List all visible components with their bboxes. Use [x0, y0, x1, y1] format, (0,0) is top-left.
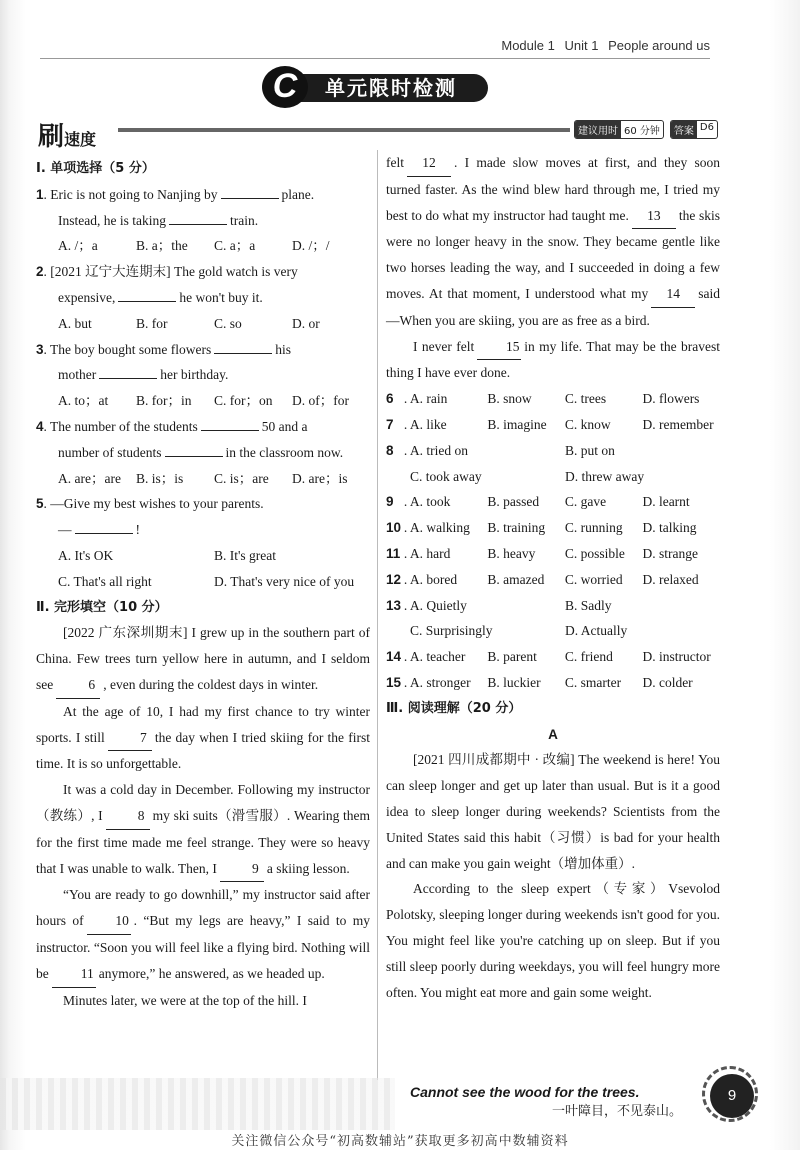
q2-number: 2	[36, 264, 44, 280]
q4-text: in the classroom now.	[225, 444, 344, 460]
cloze-option-row	[386, 438, 720, 464]
cloze-option: C. took away	[410, 468, 482, 484]
right-column	[386, 150, 720, 1005]
option: D. or	[292, 315, 320, 331]
cloze-option: A. stronger	[409, 674, 471, 690]
time-tag	[574, 120, 664, 139]
q1-text: train.	[229, 212, 259, 228]
cloze-text: “You are ready to go downhill,” my instructor said after hours of	[36, 887, 370, 929]
cloze-text: It was a cold day in December. Following my instructor（教练）, I	[36, 782, 370, 823]
cloze-option: A. took	[409, 494, 451, 510]
reading-paragraph-1: [2021 四川成都期中 · 改编] The weekend is here! You can sleep longer and get up later than usual. But is it a good idea to sleep longer during weekends? Scientists from the United States said this habit（习惯）is bad for your health and can make you gain weight（增加体重）.	[386, 752, 720, 871]
q3-text: her birthday.	[160, 367, 229, 383]
cloze-option: C. smarter	[564, 674, 622, 690]
q1-blank-2	[169, 224, 227, 225]
cloze-option: C. Surprisingly	[410, 623, 493, 639]
q2-blank	[118, 301, 176, 302]
separator: .	[403, 571, 408, 587]
left-column	[36, 156, 370, 1013]
header-module: Module 1	[501, 38, 555, 53]
cloze-paragraph-6	[386, 334, 720, 387]
option: B. for；in	[136, 393, 192, 409]
cloze-option-number: 7	[386, 416, 394, 432]
cloze-option: D. colder	[642, 674, 693, 690]
option: C. is；are	[214, 470, 269, 486]
q4-blank-2	[165, 456, 223, 457]
cloze-option-row	[386, 515, 720, 541]
cloze-option-row	[386, 567, 720, 593]
question-1	[36, 182, 370, 259]
cloze-option-row	[386, 464, 720, 490]
question-4	[36, 414, 370, 491]
option: C. a；a	[214, 238, 256, 254]
cloze-option: C. possible	[564, 545, 625, 561]
cloze-option-number: 9	[386, 494, 394, 510]
cloze-text: , even during the coldest days in winter.	[103, 676, 319, 692]
q2-text: . [2021 辽宁大连期末] The gold watch is very	[43, 264, 298, 280]
cloze-text: anymore,” he answered, as we headed up.	[98, 965, 325, 981]
cloze-option: A. tried on	[409, 442, 468, 458]
cloze-option: D. strange	[642, 545, 698, 561]
footer-proverb	[410, 1084, 690, 1119]
cloze-option: A. like	[409, 416, 447, 432]
cloze-blank-14: 14	[651, 281, 695, 308]
q1-text: Instead, he is taking	[58, 212, 166, 228]
question-3	[36, 337, 370, 414]
cloze-option: B. imagine	[487, 416, 547, 432]
header-unit: Unit 1	[564, 38, 599, 53]
brush-rule	[118, 128, 570, 132]
cloze-option-number: 11	[386, 545, 401, 561]
separator: .	[403, 597, 408, 613]
cloze-paragraph-1	[36, 620, 370, 698]
unit-title-text: 单元限时检测	[294, 74, 488, 102]
q5-number: 5	[36, 496, 44, 512]
cloze-option-row	[386, 593, 720, 619]
q2-text: he won't buy it.	[179, 289, 263, 305]
cloze-paragraph-3	[36, 777, 370, 882]
cloze-text: At the age of 10, I had my first chance to try winter sports. I still	[36, 703, 370, 745]
separator: .	[403, 391, 408, 407]
header-rule	[40, 58, 710, 59]
option: C. so	[214, 315, 242, 331]
cloze-text: in my life. That may be the bravest thing I have ever done.	[386, 338, 720, 381]
q5-blank	[75, 533, 133, 534]
option: D. /；/	[292, 238, 330, 254]
cloze-paragraph-5-start	[36, 988, 370, 1014]
cloze-option: D. threw away	[565, 468, 645, 484]
cloze-option: B. heavy	[487, 545, 536, 561]
cloze-option-row	[386, 644, 720, 670]
page-number: 9	[710, 1074, 754, 1118]
cloze-text: . I made slow moves at first, and they soon turned faster. As the wind blew hard through me, I tried my best to do what my instructor had taught me.	[386, 155, 720, 223]
cloze-option: B. passed	[487, 494, 540, 510]
cloze-option: B. put on	[564, 442, 615, 458]
cloze-blank-10: 10	[87, 908, 131, 935]
cloze-option-number: 8	[386, 442, 394, 458]
cloze-text: my ski suits（滑雪服）. Wearing them for the first time made me feel strange. They were so heavy that I was unable to walk. Then, I	[36, 807, 370, 876]
cloze-option: B. snow	[487, 391, 532, 407]
cloze-option: A. hard	[409, 545, 451, 561]
cloze-option: C. running	[564, 520, 623, 536]
cloze-option-number: 10	[386, 520, 402, 536]
proverb-chinese: 一叶障目，不见泰山。	[551, 1104, 682, 1119]
cloze-blank-7: 7	[108, 725, 152, 752]
cloze-blank-11: 11	[52, 961, 96, 988]
cloze-option: C. worried	[564, 571, 623, 587]
q2-text: expensive,	[58, 289, 116, 305]
option: A. to；at	[58, 393, 109, 409]
speed-label: 速度	[64, 130, 97, 149]
q4-text: . The number of the students	[43, 418, 198, 434]
q1-options	[36, 233, 370, 259]
unit-test-title	[262, 67, 490, 105]
option: D. That's very nice of you	[214, 573, 355, 589]
cloze-blank-6: 6	[56, 672, 100, 699]
option: B. It's great	[214, 547, 277, 563]
cloze-text: a skiing lesson.	[266, 860, 350, 876]
cloze-text: the skis were no longer heavy in the snow. They became gentle like two horses leading the way, and I succeeded in doing a few moves. At that moment, I understood what my	[386, 207, 720, 301]
option: D. of；for	[292, 393, 349, 409]
watermark-text: 关注微信公众号“初高数辅站”获取更多初高中数辅资料	[231, 1134, 569, 1149]
separator: .	[403, 494, 408, 510]
cloze-paragraph-4	[36, 882, 370, 987]
cloze-option: A. Quietly	[409, 597, 467, 613]
separator: .	[403, 416, 408, 432]
time-label: 建议用时	[575, 121, 621, 138]
option: B. is；is	[136, 470, 184, 486]
cloze-option-row	[386, 386, 720, 412]
proverb-english: Cannot see the wood for the trees.	[410, 1084, 640, 1100]
answer-value: D6	[699, 122, 714, 133]
cloze-paragraph-2	[36, 699, 370, 777]
q3-text: mother	[58, 367, 97, 383]
suggest-bar	[574, 120, 718, 139]
q5-text: —	[58, 522, 72, 538]
cloze-option: B. training	[487, 520, 546, 536]
q1-text: plane.	[281, 186, 315, 202]
cloze-option: D. talking	[642, 520, 697, 536]
q5-text: !	[135, 522, 140, 538]
cloze-options	[386, 386, 720, 696]
time-value: 60 分钟	[624, 126, 660, 137]
decorative-band	[0, 1078, 395, 1130]
cloze-option: C. trees	[564, 391, 607, 407]
cloze-option-row	[386, 541, 720, 567]
cloze-option: A. teacher	[409, 649, 466, 665]
cloze-option: B. luckier	[487, 674, 541, 690]
cloze-option: D. Actually	[565, 623, 628, 639]
cloze-option-row	[386, 412, 720, 438]
option: C. for；on	[214, 393, 273, 409]
c-logo-icon: C	[262, 66, 308, 108]
cloze-option: A. bored	[409, 571, 458, 587]
q1-number: 1	[36, 186, 44, 202]
cloze-text: said—When you are skiing, you are as free as a bird.	[386, 285, 720, 328]
q4-blank-1	[201, 430, 259, 431]
reading-paragraph-2: According to the sleep expert（专家）Vsevolod Polotsky, sleeping longer during weekends isn't good for you. You might feel like you're catching up on sleep. But if you still sleep poorly during weekdays, you will feel hungry more often. You might eat more and gain some weight.	[386, 881, 720, 1000]
cloze-option: C. friend	[564, 649, 613, 665]
passage-label: A	[548, 726, 558, 742]
cloze-option: D. instructor	[642, 649, 711, 665]
q1-blank-1	[221, 198, 279, 199]
cloze-blank-12: 12	[407, 150, 451, 177]
q3-blank-1	[214, 353, 272, 354]
cloze-option: D. flowers	[642, 391, 700, 407]
part1-heading: Ⅰ. 单项选择（5 分）	[36, 161, 155, 176]
cloze-option-number: 13	[386, 597, 402, 613]
cloze-option: D. learnt	[642, 494, 690, 510]
q4-number: 4	[36, 418, 44, 434]
cloze-option-number: 14	[386, 649, 402, 665]
brush-char: 刷	[38, 122, 65, 152]
cloze-option-number: 15	[386, 674, 402, 690]
separator: .	[403, 674, 408, 690]
option: A. It's OK	[58, 547, 114, 563]
separator: .	[403, 520, 408, 536]
option: A. but	[58, 315, 92, 331]
cloze-paragraph-5-cont	[386, 150, 720, 334]
cloze-text: [2022 广东深圳期末] I grew up in the southern part of China. Few trees turn yellow here in autumn, and I seldom see	[36, 625, 370, 692]
q5-text: . —Give my best wishes to your parents.	[43, 496, 264, 512]
q3-options	[36, 388, 370, 414]
cloze-option-row	[386, 489, 720, 515]
cloze-option-row	[386, 670, 720, 696]
cloze-text: the day when I tried skiing for the first time. It is so unforgettable.	[36, 729, 370, 772]
q5-options-row2	[36, 569, 370, 595]
option: A. /；a	[58, 238, 98, 254]
answer-label: 答案	[671, 121, 697, 138]
q3-text: . The boy bought some flowers	[43, 341, 212, 357]
q4-text: number of students	[58, 444, 162, 460]
cloze-option-number: 12	[386, 571, 402, 587]
cloze-text: Minutes later, we were at the top of the hill. I	[63, 992, 307, 1008]
q3-number: 3	[36, 341, 44, 357]
cloze-option: D. remember	[642, 416, 714, 432]
part3-heading: Ⅲ. 阅读理解（20 分）	[386, 700, 522, 716]
question-2	[36, 259, 370, 336]
cloze-option: B. Sadly	[564, 597, 612, 613]
cloze-text: I never felt	[413, 338, 475, 354]
answer-tag	[670, 120, 718, 139]
option: C. That's all right	[58, 573, 152, 589]
q4-text: 50 and a	[261, 418, 308, 434]
cloze-option: C. gave	[564, 494, 607, 510]
speed-section-label	[38, 116, 96, 153]
option: A. are；are	[58, 470, 121, 486]
option: B. a；the	[136, 238, 188, 254]
q4-options	[36, 466, 370, 492]
cloze-blank-9: 9	[220, 856, 264, 883]
separator: .	[403, 649, 408, 665]
option: B. for	[136, 315, 168, 331]
cloze-option-number: 6	[386, 391, 394, 407]
option: D. are；is	[292, 470, 348, 486]
page-header	[495, 38, 710, 53]
separator: .	[403, 545, 408, 561]
question-5	[36, 491, 370, 594]
column-divider	[377, 150, 378, 1080]
cloze-text: felt	[386, 155, 404, 170]
cloze-option: C. know	[564, 416, 611, 432]
cloze-option: B. amazed	[487, 571, 545, 587]
header-title: People around us	[608, 38, 710, 53]
cloze-option: B. parent	[487, 649, 537, 665]
q3-text: his	[275, 341, 292, 357]
cloze-option: A. walking	[409, 520, 470, 536]
q2-options	[36, 311, 370, 337]
cloze-text: . “But my legs are heavy,” I said to my instructor. “Soon you will feel like a flying bird. Nothing will be	[36, 913, 370, 981]
q1-text: . Eric is not going to Nanjing by	[43, 186, 218, 202]
part2-heading: Ⅱ. 完形填空（10 分）	[36, 599, 168, 615]
q3-blank-2	[99, 378, 157, 379]
cloze-option-row	[386, 618, 720, 644]
cloze-blank-13: 13	[632, 203, 676, 230]
cloze-option: D. relaxed	[642, 571, 699, 587]
cloze-blank-8: 8	[106, 803, 150, 830]
q5-options-row1	[36, 543, 370, 569]
cloze-option: A. rain	[409, 391, 448, 407]
cloze-blank-15: 15	[477, 334, 521, 361]
separator: .	[403, 442, 408, 458]
